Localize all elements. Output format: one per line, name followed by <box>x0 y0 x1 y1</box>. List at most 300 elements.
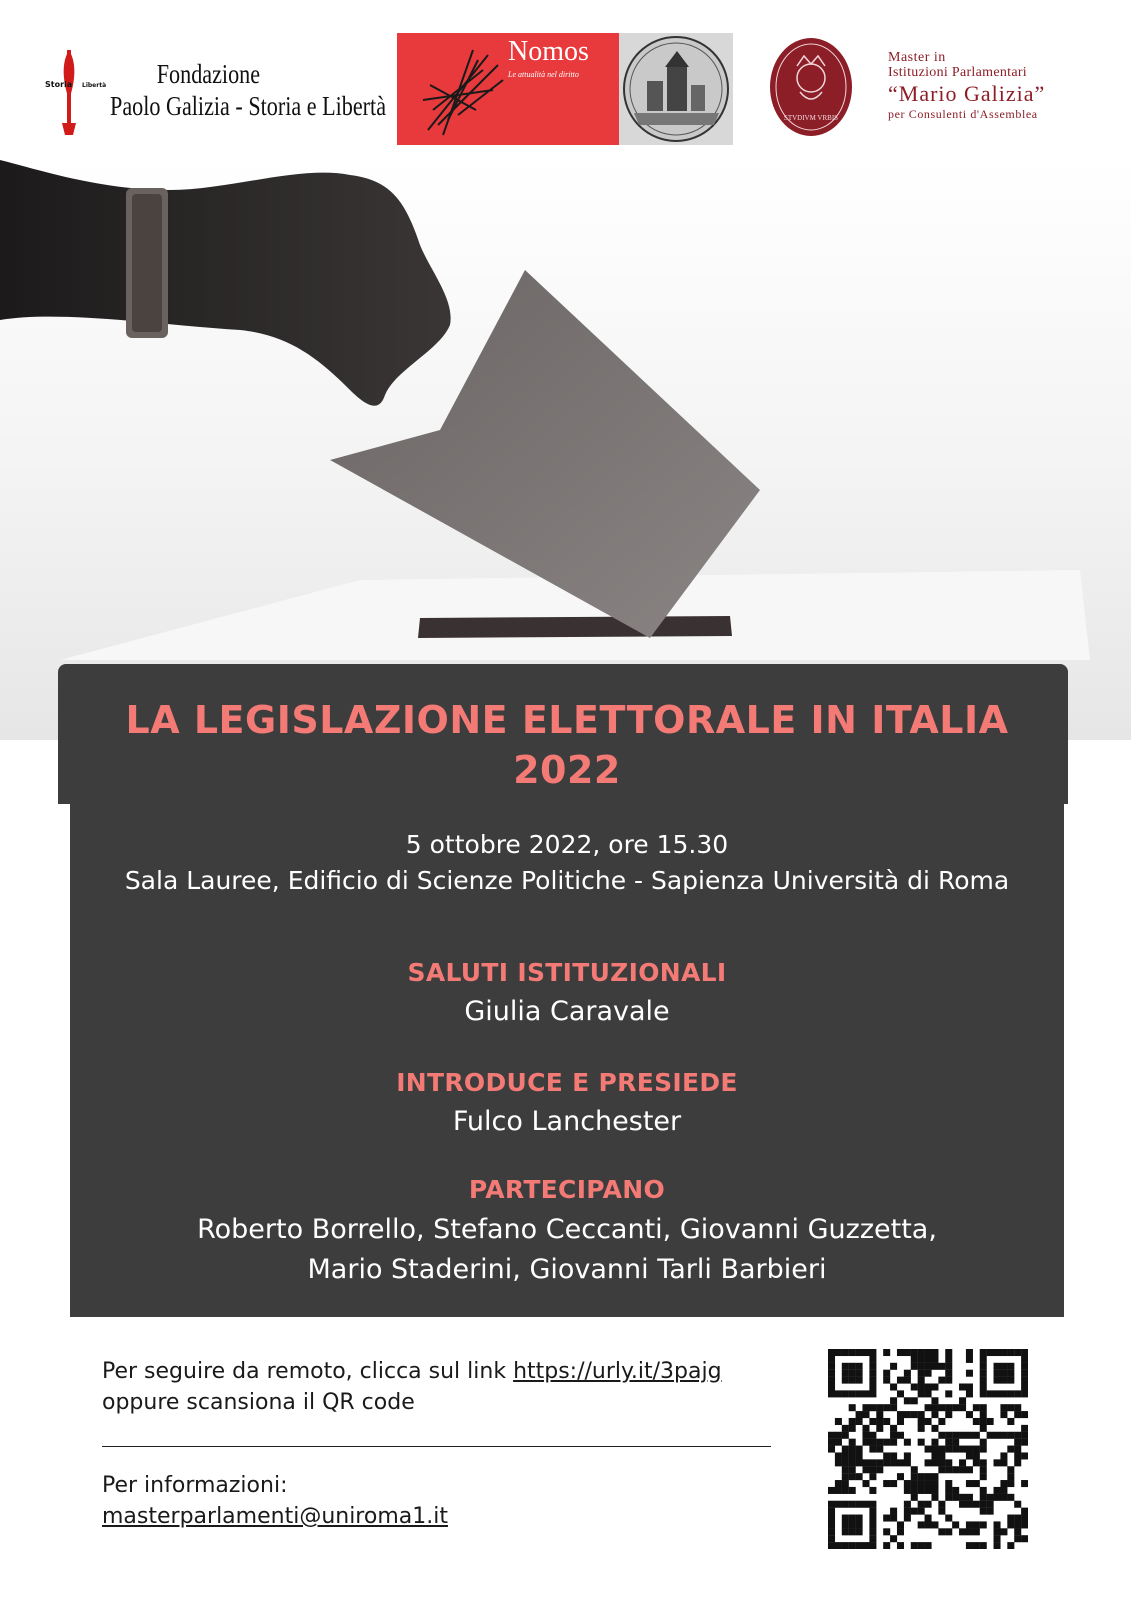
qr-module <box>1021 1535 1028 1542</box>
qr-module <box>980 1356 987 1363</box>
qr-module <box>1007 1432 1014 1439</box>
qr-module <box>959 1466 966 1473</box>
qr-module <box>856 1446 863 1453</box>
qr-module <box>828 1363 835 1370</box>
qr-module <box>1007 1542 1014 1549</box>
qr-module <box>869 1535 876 1542</box>
qr-module <box>849 1418 856 1425</box>
qr-module <box>931 1363 938 1370</box>
master-line1: Master in <box>888 50 946 65</box>
qr-module <box>925 1473 932 1480</box>
qr-module <box>1000 1480 1007 1487</box>
qr-module <box>1000 1390 1007 1397</box>
qr-module <box>862 1459 869 1466</box>
qr-module <box>966 1542 973 1549</box>
qr-module <box>904 1439 911 1446</box>
qr-module <box>842 1377 849 1384</box>
qr-module <box>1007 1370 1014 1377</box>
remote-text2: oppure scansiona il QR code <box>102 1390 415 1415</box>
qr-module <box>918 1473 925 1480</box>
qr-module <box>849 1501 856 1508</box>
qr-module <box>862 1542 869 1549</box>
nomos-emblem-icon <box>418 40 508 140</box>
qr-module <box>828 1528 835 1535</box>
qr-module <box>1007 1473 1014 1480</box>
qr-module <box>890 1439 897 1446</box>
qr-module <box>1000 1363 1007 1370</box>
qr-module <box>1000 1487 1007 1494</box>
qr-module <box>842 1363 849 1370</box>
qr-module <box>856 1528 863 1535</box>
qr-module <box>1000 1494 1007 1501</box>
qr-module <box>904 1508 911 1515</box>
qr-module <box>980 1459 987 1466</box>
qr-module <box>1014 1432 1021 1439</box>
qr-module <box>897 1418 904 1425</box>
qr-module <box>897 1521 904 1528</box>
qr-module <box>849 1459 856 1466</box>
qr-module <box>842 1452 849 1459</box>
qr-module <box>931 1459 938 1466</box>
qr-module <box>925 1370 932 1377</box>
qr-module <box>980 1508 987 1515</box>
qr-module <box>869 1432 876 1439</box>
qr-module <box>966 1521 973 1528</box>
qr-module <box>918 1439 925 1446</box>
qr-module <box>828 1349 835 1356</box>
master-line3: “Mario Galizia” <box>888 81 1046 106</box>
qr-module <box>966 1383 973 1390</box>
qr-module <box>1007 1418 1014 1425</box>
qr-module <box>890 1404 897 1411</box>
qr-module <box>869 1383 876 1390</box>
qr-module <box>883 1515 890 1522</box>
qr-module <box>911 1487 918 1494</box>
footer-divider <box>102 1446 771 1447</box>
qr-module <box>959 1446 966 1453</box>
qr-module <box>925 1515 932 1522</box>
qr-module <box>876 1425 883 1432</box>
qr-module <box>938 1404 945 1411</box>
qr-module <box>1007 1363 1014 1370</box>
qr-module <box>994 1521 1001 1528</box>
qr-module <box>1021 1432 1028 1439</box>
qr-module <box>862 1466 869 1473</box>
qr-module <box>973 1459 980 1466</box>
qr-module <box>994 1432 1001 1439</box>
qr-module <box>959 1459 966 1466</box>
qr-module <box>931 1473 938 1480</box>
qr-module <box>938 1528 945 1535</box>
qr-module <box>828 1446 835 1453</box>
qr-module <box>883 1459 890 1466</box>
qr-module <box>1014 1535 1021 1542</box>
qr-module <box>904 1480 911 1487</box>
qr-module <box>1021 1411 1028 1418</box>
qr-module <box>842 1473 849 1480</box>
qr-module <box>911 1363 918 1370</box>
qr-module <box>849 1439 856 1446</box>
qr-module <box>1000 1404 1007 1411</box>
qr-module <box>904 1501 911 1508</box>
qr-module <box>869 1508 876 1515</box>
qr-module <box>918 1390 925 1397</box>
qr-module <box>994 1494 1001 1501</box>
qr-module <box>945 1370 952 1377</box>
qr-module <box>1007 1480 1014 1487</box>
qr-module <box>980 1501 987 1508</box>
qr-module <box>856 1349 863 1356</box>
qr-module <box>849 1404 856 1411</box>
qr-module <box>883 1370 890 1377</box>
qr-module <box>869 1363 876 1370</box>
qr-module <box>1014 1521 1021 1528</box>
qr-module <box>911 1508 918 1515</box>
qr-module <box>849 1473 856 1480</box>
qr-module <box>856 1542 863 1549</box>
qr-module <box>1014 1390 1021 1397</box>
qr-module <box>835 1390 842 1397</box>
qr-module <box>931 1411 938 1418</box>
qr-module <box>1021 1515 1028 1522</box>
qr-module <box>1014 1459 1021 1466</box>
introduce-name: Fulco Lanchester <box>452 1106 682 1137</box>
qr-module <box>918 1487 925 1494</box>
qr-module <box>911 1466 918 1473</box>
qr-module <box>835 1459 842 1466</box>
qr-module <box>869 1349 876 1356</box>
badge-left-text: Storia <box>45 80 73 89</box>
qr-module <box>994 1459 1001 1466</box>
fondazione-line1: Fondazione <box>156 59 261 89</box>
qr-module <box>1000 1432 1007 1439</box>
qr-module <box>869 1487 876 1494</box>
qr-module <box>842 1515 849 1522</box>
qr-module <box>980 1473 987 1480</box>
qr-module <box>1007 1377 1014 1384</box>
qr-module <box>1000 1528 1007 1535</box>
qr-module <box>849 1425 856 1432</box>
qr-module <box>925 1356 932 1363</box>
qr-module <box>869 1473 876 1480</box>
qr-module <box>897 1528 904 1535</box>
qr-module <box>966 1501 973 1508</box>
qr-module <box>842 1390 849 1397</box>
qr-module <box>952 1487 959 1494</box>
qr-module <box>925 1383 932 1390</box>
qr-module <box>938 1363 945 1370</box>
qr-module <box>959 1494 966 1501</box>
qr-module <box>904 1397 911 1404</box>
qr-module <box>911 1494 918 1501</box>
contact-info <box>102 1470 448 1532</box>
qr-module <box>980 1377 987 1384</box>
qr-module <box>911 1349 918 1356</box>
qr-module <box>918 1521 925 1528</box>
qr-module <box>904 1452 911 1459</box>
qr-module <box>897 1349 904 1356</box>
qr-module <box>952 1494 959 1501</box>
qr-module <box>1021 1521 1028 1528</box>
qr-module <box>849 1390 856 1397</box>
qr-module <box>1014 1411 1021 1418</box>
qr-module <box>973 1521 980 1528</box>
qr-module <box>931 1439 938 1446</box>
remote-link[interactable]: https://urly.it/3pajg <box>513 1359 722 1384</box>
qr-module <box>994 1349 1001 1356</box>
qr-module <box>835 1542 842 1549</box>
qr-module <box>973 1480 980 1487</box>
qr-module <box>911 1473 918 1480</box>
qr-module <box>897 1459 904 1466</box>
qr-module <box>938 1446 945 1453</box>
info-label: Per informazioni: <box>102 1473 288 1498</box>
qr-module <box>842 1542 849 1549</box>
qr-module <box>1021 1508 1028 1515</box>
qr-module <box>966 1466 973 1473</box>
qr-module <box>862 1390 869 1397</box>
qr-module <box>918 1411 925 1418</box>
qr-module <box>931 1425 938 1432</box>
qr-module <box>973 1452 980 1459</box>
event-title: LA LEGISLAZIONE ELETTORALE IN ITALIA <box>125 698 1009 742</box>
qr-module <box>828 1515 835 1522</box>
qr-module <box>980 1418 987 1425</box>
qr-module <box>876 1411 883 1418</box>
qr-module <box>994 1390 1001 1397</box>
qr-module <box>980 1404 987 1411</box>
engraving-image <box>619 33 733 145</box>
qr-module <box>911 1397 918 1404</box>
qr-module <box>1000 1452 1007 1459</box>
qr-module <box>842 1370 849 1377</box>
qr-module <box>842 1480 849 1487</box>
event-venue: Sala Lauree, Edificio di Scienze Politiche - Sapienza Università di Roma <box>124 866 1010 895</box>
qr-module <box>1000 1349 1007 1356</box>
qr-module <box>890 1452 897 1459</box>
qr-module <box>925 1390 932 1397</box>
qr-module <box>828 1390 835 1397</box>
qr-module <box>918 1508 925 1515</box>
qr-module <box>931 1404 938 1411</box>
qr-module <box>856 1473 863 1480</box>
qr-module <box>987 1390 994 1397</box>
qr-module <box>945 1356 952 1363</box>
master-line4: per Consulenti d'Assemblea <box>888 107 1038 121</box>
partecipano-line2: Mario Staderini, Giovanni Tarli Barbieri <box>307 1254 827 1285</box>
qr-module <box>869 1390 876 1397</box>
qr-module <box>931 1397 938 1404</box>
qr-module <box>918 1542 925 1549</box>
qr-module <box>945 1432 952 1439</box>
qr-module <box>945 1480 952 1487</box>
qr-module <box>959 1383 966 1390</box>
qr-module <box>918 1370 925 1377</box>
remote-text: Per seguire da remoto, clicca sul link <box>102 1359 514 1384</box>
qr-module <box>925 1459 932 1466</box>
qr-module <box>1007 1446 1014 1453</box>
qr-module <box>856 1459 863 1466</box>
qr-module <box>952 1446 959 1453</box>
qr-module <box>918 1480 925 1487</box>
qr-module <box>973 1501 980 1508</box>
qr-module <box>849 1542 856 1549</box>
qr-module <box>890 1535 897 1542</box>
qr-code[interactable] <box>828 1349 1028 1549</box>
qr-module <box>966 1349 973 1356</box>
qr-module <box>862 1501 869 1508</box>
qr-module <box>938 1459 945 1466</box>
qr-module <box>945 1446 952 1453</box>
qr-module <box>918 1377 925 1384</box>
qr-module <box>966 1390 973 1397</box>
qr-module <box>987 1494 994 1501</box>
qr-module <box>869 1404 876 1411</box>
qr-module <box>945 1390 952 1397</box>
qr-module <box>945 1515 952 1522</box>
qr-module <box>925 1480 932 1487</box>
qr-module <box>883 1542 890 1549</box>
qr-module <box>925 1349 932 1356</box>
qr-module <box>1021 1363 1028 1370</box>
qr-module <box>856 1363 863 1370</box>
qr-module <box>869 1418 876 1425</box>
qr-module <box>835 1439 842 1446</box>
qr-module <box>918 1425 925 1432</box>
qr-module <box>911 1542 918 1549</box>
qr-module <box>849 1521 856 1528</box>
qr-module <box>842 1459 849 1466</box>
qr-module <box>1007 1349 1014 1356</box>
qr-module <box>952 1439 959 1446</box>
qr-module <box>897 1432 904 1439</box>
event-title-year: 2022 <box>513 748 621 792</box>
qr-module <box>869 1459 876 1466</box>
qr-module <box>828 1542 835 1549</box>
event-date: 5 ottobre 2022, ore 15.30 <box>405 830 729 859</box>
qr-module <box>994 1487 1001 1494</box>
qr-module <box>945 1494 952 1501</box>
qr-module <box>980 1439 987 1446</box>
qr-module <box>931 1487 938 1494</box>
qr-module <box>869 1439 876 1446</box>
qr-module <box>904 1349 911 1356</box>
qr-module <box>856 1370 863 1377</box>
qr-module <box>987 1432 994 1439</box>
qr-module <box>980 1446 987 1453</box>
qr-module <box>835 1452 842 1459</box>
qr-module <box>862 1411 869 1418</box>
qr-module <box>925 1542 932 1549</box>
qr-module <box>835 1418 842 1425</box>
qr-module <box>869 1528 876 1535</box>
qr-module <box>849 1363 856 1370</box>
qr-module <box>842 1425 849 1432</box>
qr-module <box>835 1432 842 1439</box>
qr-module <box>980 1370 987 1377</box>
qr-module <box>945 1487 952 1494</box>
qr-module <box>890 1397 897 1404</box>
qr-module <box>1007 1515 1014 1522</box>
qr-module <box>945 1404 952 1411</box>
qr-module <box>966 1446 973 1453</box>
qr-module <box>925 1501 932 1508</box>
qr-module <box>876 1404 883 1411</box>
qr-module <box>1014 1452 1021 1459</box>
qr-module <box>945 1459 952 1466</box>
qr-module <box>1014 1349 1021 1356</box>
qr-module <box>925 1487 932 1494</box>
qr-module <box>862 1432 869 1439</box>
qr-module <box>869 1515 876 1522</box>
qr-module <box>980 1411 987 1418</box>
qr-module <box>849 1349 856 1356</box>
qr-module <box>856 1515 863 1522</box>
qr-module <box>952 1466 959 1473</box>
qr-module <box>938 1377 945 1384</box>
qr-module <box>890 1432 897 1439</box>
qr-module <box>952 1521 959 1528</box>
qr-module <box>1007 1494 1014 1501</box>
qr-module <box>904 1459 911 1466</box>
qr-module <box>918 1418 925 1425</box>
qr-module <box>980 1466 987 1473</box>
qr-module <box>966 1370 973 1377</box>
qr-module <box>849 1452 856 1459</box>
qr-module <box>931 1446 938 1453</box>
qr-module <box>856 1411 863 1418</box>
qr-module <box>876 1459 883 1466</box>
qr-module <box>842 1528 849 1535</box>
qr-module <box>1014 1446 1021 1453</box>
qr-module <box>856 1521 863 1528</box>
qr-module <box>883 1439 890 1446</box>
qr-module <box>869 1377 876 1384</box>
master-line2: Istituzioni Parlamentari <box>888 65 1027 80</box>
qr-module <box>1014 1501 1021 1508</box>
qr-module <box>869 1521 876 1528</box>
qr-module <box>994 1363 1001 1370</box>
qr-module <box>862 1425 869 1432</box>
qr-module <box>1007 1521 1014 1528</box>
qr-module <box>862 1404 869 1411</box>
qr-module <box>980 1521 987 1528</box>
qr-module <box>856 1501 863 1508</box>
qr-module <box>959 1432 966 1439</box>
qr-module <box>931 1349 938 1356</box>
qr-module <box>966 1528 973 1535</box>
qr-module <box>828 1383 835 1390</box>
info-email-link[interactable]: masterparlamenti@uniroma1.it <box>102 1504 448 1529</box>
qr-module <box>911 1480 918 1487</box>
qr-module <box>925 1446 932 1453</box>
qr-module <box>876 1466 883 1473</box>
qr-module <box>883 1404 890 1411</box>
qr-module <box>856 1377 863 1384</box>
qr-module <box>966 1452 973 1459</box>
qr-module <box>883 1418 890 1425</box>
ballot-hand-photo <box>0 160 1131 740</box>
qr-module <box>835 1349 842 1356</box>
qr-module <box>869 1446 876 1453</box>
qr-module <box>945 1377 952 1384</box>
qr-module <box>856 1390 863 1397</box>
qr-module <box>980 1383 987 1390</box>
qr-module <box>945 1363 952 1370</box>
qr-module <box>1021 1439 1028 1446</box>
qr-module <box>945 1411 952 1418</box>
qr-module <box>1000 1370 1007 1377</box>
